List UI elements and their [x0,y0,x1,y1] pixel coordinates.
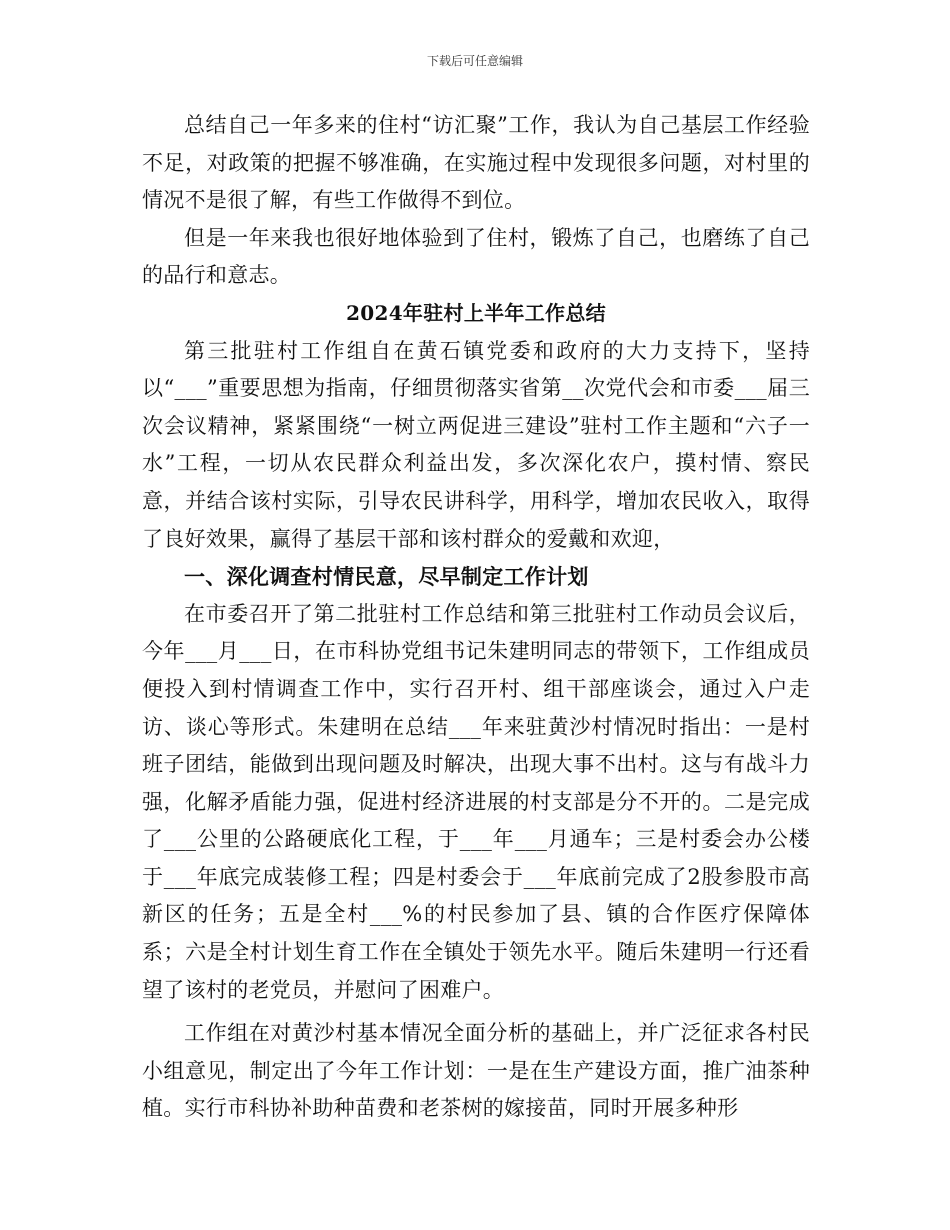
document-body [142,107,810,1128]
page-header-note: 下载后可任意编辑 [426,54,523,68]
paragraph-work-plan: 工作组在对黄沙村基本情况全面分析的基础上，并广泛征求各村民小组意见，制定出了今年工作计划：一是在生产建设方面，推广油茶种植。实行市科协补助种苗费和老茶树的嫁接苗，同时开展多种形 [142,1021,810,1121]
paragraph-summary: 总结自己一年多来的住村“访汇聚”工作，我认为自己基层工作经验不足，对政策的把握不够准确，在实施过程中发现很多问题，对村里的情况不是很了解，有些工作做得不到位。 [142,113,810,213]
paragraph-experience: 但是一年来我也很好地体验到了住村，锻炼了自己，也磨练了自己的品行和意志。 [142,225,810,288]
section-heading-1: 一、深化调查村情民意，尽早制定工作计划 [184,564,589,590]
paragraph-intro: 第三批驻村工作组自在黄石镇党委和政府的大力支持下，坚持以“___”重要思想为指南，仔细贯彻落实省第__次党代会和市委___届三次会议精神，紧紧围绕“一树立两促进三建设”驻村工作主题和“六子一水”工程，一切从农民群众利益出发，多次深化农户，摸村情、察民意，并结合该村实际，引导农民讲科学，用科学，增加农民收入，取得了良好效果，赢得了基层干部和该村群众的爱戴和欢迎， [142,338,810,551]
paragraph-investigation: 在市委召开了第二批驻村工作总结和第三批驻村工作动员会议后，今年___月___日，在市科协党组书记朱建明同志的带领下，工作组成员便投入到村情调查工作中，实行召开村、组干部座谈会，通过入户走访、谈心等形式。朱建明在总结___年来驻黄沙村情况时指出：一是村班子团结，能做到出现问题及时解决，出现大事不出村。这与有战斗力强，化解矛盾能力强，促进村经济进展的村支部是分不开的。二是完成了___公里的公路硬底化工程，于___年___月通车；三是村委会办公楼于___年底完成装修工程；四是村委会于___年底前完成了2股参股市高新区的任务；五是全村___%的村民参加了县、镇的合作医疗保障体系；六是全村计划生育工作在全镇处于领先水平。随后朱建明一行还看望了该村的老党员，并慰问了困难户。 [142,601,810,1002]
document-title: 2024年驻村上半年工作总结 [346,300,606,325]
